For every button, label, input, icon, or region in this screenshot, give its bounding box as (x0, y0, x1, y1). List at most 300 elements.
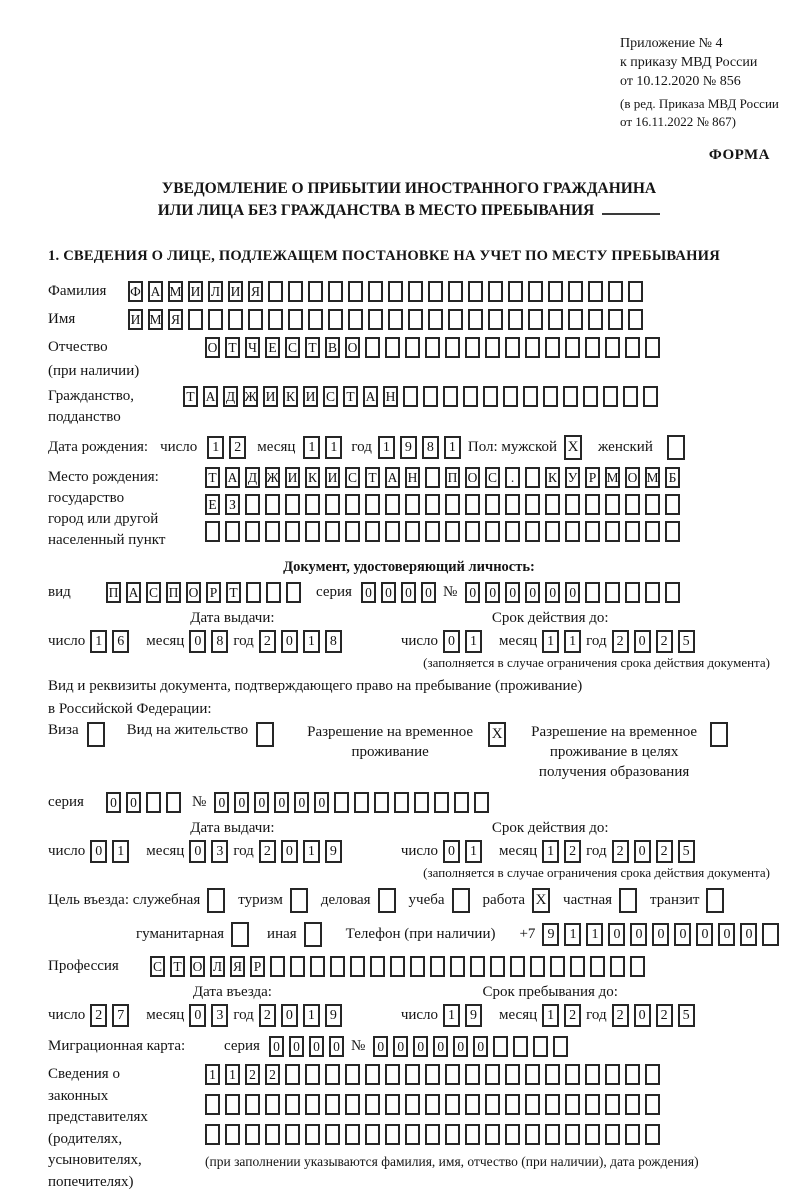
form-cell[interactable]: 2 (259, 630, 276, 653)
form-cell[interactable]: 0 (126, 792, 141, 813)
form-cell[interactable] (365, 521, 380, 542)
form-cell[interactable] (270, 956, 285, 977)
form-cell[interactable]: 0 (381, 582, 396, 603)
form-cell[interactable] (545, 494, 560, 515)
form-cell[interactable] (345, 1064, 360, 1085)
form-cell[interactable] (605, 337, 620, 358)
form-cell[interactable] (528, 309, 543, 330)
form-cell[interactable] (87, 722, 105, 747)
form-cell[interactable] (368, 281, 383, 302)
form-cell[interactable]: 1 (465, 840, 482, 863)
form-cell[interactable] (645, 1064, 660, 1085)
form-cell[interactable] (588, 281, 603, 302)
form-cell[interactable]: 0 (421, 582, 436, 603)
form-cell[interactable] (345, 1124, 360, 1145)
form-cell[interactable] (603, 386, 618, 407)
form-cell[interactable] (225, 521, 240, 542)
form-cell[interactable]: 2 (656, 1004, 673, 1027)
form-cell[interactable] (530, 956, 545, 977)
form-cell[interactable]: X (532, 888, 550, 913)
form-cell[interactable]: X (488, 722, 506, 747)
form-cell[interactable]: М (148, 309, 163, 330)
form-cell[interactable]: У (565, 467, 580, 488)
form-cell[interactable] (490, 956, 505, 977)
form-cell[interactable]: Е (265, 337, 280, 358)
form-cell[interactable]: 1 (443, 1004, 460, 1027)
form-cell[interactable] (465, 337, 480, 358)
form-cell[interactable]: М (605, 467, 620, 488)
form-cell[interactable] (483, 386, 498, 407)
form-cell[interactable] (305, 494, 320, 515)
form-cell[interactable]: 2 (656, 840, 673, 863)
form-cell[interactable] (525, 1094, 540, 1115)
form-cell[interactable] (608, 309, 623, 330)
form-cell[interactable] (468, 309, 483, 330)
form-cell[interactable] (493, 1036, 508, 1057)
form-cell[interactable]: 0 (189, 1004, 206, 1027)
form-cell[interactable]: 1 (303, 436, 320, 459)
form-cell[interactable]: 0 (565, 582, 580, 603)
form-cell[interactable] (285, 1064, 300, 1085)
form-cell[interactable]: 0 (473, 1036, 488, 1057)
form-cell[interactable]: 1 (378, 436, 395, 459)
form-cell[interactable] (365, 1064, 380, 1085)
form-cell[interactable] (445, 1064, 460, 1085)
form-cell[interactable] (548, 309, 563, 330)
form-cell[interactable] (445, 337, 460, 358)
form-cell[interactable]: 1 (465, 630, 482, 653)
form-cell[interactable] (630, 956, 645, 977)
form-cell[interactable] (645, 1124, 660, 1145)
form-cell[interactable] (528, 281, 543, 302)
form-cell[interactable] (285, 1124, 300, 1145)
form-cell[interactable] (585, 1094, 600, 1115)
form-cell[interactable] (468, 281, 483, 302)
form-cell[interactable] (465, 521, 480, 542)
form-cell[interactable]: О (345, 337, 360, 358)
form-cell[interactable]: 0 (106, 792, 121, 813)
form-cell[interactable]: Т (225, 337, 240, 358)
form-cell[interactable]: 0 (393, 1036, 408, 1057)
form-cell[interactable] (430, 956, 445, 977)
form-cell[interactable] (345, 521, 360, 542)
form-cell[interactable] (425, 467, 440, 488)
form-cell[interactable]: П (166, 582, 181, 603)
form-cell[interactable] (425, 494, 440, 515)
form-cell[interactable]: И (325, 467, 340, 488)
form-cell[interactable] (448, 281, 463, 302)
form-cell[interactable] (268, 281, 283, 302)
form-cell[interactable]: 1 (564, 923, 581, 946)
form-cell[interactable] (525, 337, 540, 358)
form-cell[interactable] (385, 494, 400, 515)
form-cell[interactable] (605, 1064, 620, 1085)
form-cell[interactable] (445, 1094, 460, 1115)
form-cell[interactable] (465, 1094, 480, 1115)
form-cell[interactable]: 9 (465, 1004, 482, 1027)
form-cell[interactable] (405, 1094, 420, 1115)
form-cell[interactable] (645, 521, 660, 542)
form-cell[interactable] (505, 1094, 520, 1115)
form-cell[interactable]: И (228, 281, 243, 302)
form-cell[interactable]: 2 (245, 1064, 260, 1085)
form-cell[interactable]: Д (223, 386, 238, 407)
form-cell[interactable]: 0 (309, 1036, 324, 1057)
form-cell[interactable] (525, 521, 540, 542)
form-cell[interactable]: 9 (325, 1004, 342, 1027)
form-cell[interactable]: 1 (205, 1064, 220, 1085)
form-cell[interactable]: 2 (265, 1064, 280, 1085)
form-cell[interactable] (370, 956, 385, 977)
form-cell[interactable]: 9 (325, 840, 342, 863)
form-cell[interactable]: Л (208, 281, 223, 302)
form-cell[interactable]: С (146, 582, 161, 603)
form-cell[interactable] (608, 281, 623, 302)
form-cell[interactable]: 0 (373, 1036, 388, 1057)
form-cell[interactable]: 2 (259, 840, 276, 863)
form-cell[interactable] (545, 1094, 560, 1115)
form-cell[interactable]: Е (205, 494, 220, 515)
form-cell[interactable]: В (325, 337, 340, 358)
form-cell[interactable]: 6 (112, 630, 129, 653)
form-cell[interactable] (448, 309, 463, 330)
form-cell[interactable]: 0 (465, 582, 480, 603)
form-cell[interactable]: 0 (433, 1036, 448, 1057)
form-cell[interactable]: А (203, 386, 218, 407)
form-cell[interactable] (488, 281, 503, 302)
form-cell[interactable]: И (303, 386, 318, 407)
form-cell[interactable]: 2 (229, 436, 246, 459)
form-cell[interactable] (350, 956, 365, 977)
form-cell[interactable] (305, 1064, 320, 1085)
form-cell[interactable] (583, 386, 598, 407)
form-cell[interactable]: 2 (656, 630, 673, 653)
form-cell[interactable]: 1 (112, 840, 129, 863)
form-cell[interactable] (645, 582, 660, 603)
form-cell[interactable]: 1 (542, 1004, 559, 1027)
form-cell[interactable]: . (505, 467, 520, 488)
form-cell[interactable]: 0 (281, 1004, 298, 1027)
form-cell[interactable]: 1 (325, 436, 342, 459)
form-cell[interactable] (605, 582, 620, 603)
form-cell[interactable]: 1 (207, 436, 224, 459)
form-cell[interactable]: 1 (444, 436, 461, 459)
form-cell[interactable]: 0 (652, 923, 669, 946)
form-cell[interactable] (485, 521, 500, 542)
form-cell[interactable]: 1 (586, 923, 603, 946)
form-cell[interactable] (623, 386, 638, 407)
form-cell[interactable] (605, 1094, 620, 1115)
form-cell[interactable] (565, 1124, 580, 1145)
form-cell[interactable]: 0 (674, 923, 691, 946)
form-cell[interactable]: 0 (740, 923, 757, 946)
form-cell[interactable] (385, 1124, 400, 1145)
form-cell[interactable]: X (564, 435, 582, 460)
form-cell[interactable]: 0 (314, 792, 329, 813)
form-cell[interactable] (385, 1094, 400, 1115)
form-cell[interactable]: Д (245, 467, 260, 488)
form-cell[interactable] (525, 1124, 540, 1145)
form-cell[interactable]: 0 (443, 630, 460, 653)
form-cell[interactable] (706, 888, 724, 913)
form-cell[interactable] (188, 309, 203, 330)
form-cell[interactable] (543, 386, 558, 407)
form-cell[interactable] (434, 792, 449, 813)
form-cell[interactable] (425, 521, 440, 542)
form-cell[interactable] (625, 521, 640, 542)
form-cell[interactable]: 1 (90, 630, 107, 653)
form-cell[interactable] (443, 386, 458, 407)
form-cell[interactable]: Т (343, 386, 358, 407)
form-cell[interactable] (465, 1124, 480, 1145)
form-cell[interactable]: С (285, 337, 300, 358)
form-cell[interactable]: 0 (254, 792, 269, 813)
form-cell[interactable] (585, 337, 600, 358)
form-cell[interactable] (485, 1064, 500, 1085)
form-cell[interactable] (628, 309, 643, 330)
form-cell[interactable]: 0 (189, 840, 206, 863)
form-cell[interactable]: 0 (718, 923, 735, 946)
form-cell[interactable] (445, 1124, 460, 1145)
form-cell[interactable] (525, 1064, 540, 1085)
form-cell[interactable] (625, 582, 640, 603)
form-cell[interactable] (533, 1036, 548, 1057)
form-cell[interactable] (665, 582, 680, 603)
form-cell[interactable] (408, 281, 423, 302)
form-cell[interactable] (425, 1064, 440, 1085)
form-cell[interactable] (667, 435, 685, 460)
form-cell[interactable] (585, 1124, 600, 1145)
form-cell[interactable] (550, 956, 565, 977)
form-cell[interactable] (334, 792, 349, 813)
form-cell[interactable]: А (385, 467, 400, 488)
form-cell[interactable] (525, 494, 540, 515)
form-cell[interactable]: 5 (678, 840, 695, 863)
form-cell[interactable] (405, 1064, 420, 1085)
form-cell[interactable]: 0 (274, 792, 289, 813)
form-cell[interactable]: Я (168, 309, 183, 330)
form-cell[interactable] (325, 1124, 340, 1145)
form-cell[interactable] (248, 309, 263, 330)
form-cell[interactable] (405, 1124, 420, 1145)
form-cell[interactable]: 0 (281, 630, 298, 653)
form-cell[interactable]: П (445, 467, 460, 488)
form-cell[interactable] (374, 792, 389, 813)
form-cell[interactable] (354, 792, 369, 813)
form-cell[interactable] (285, 521, 300, 542)
form-cell[interactable]: 0 (189, 630, 206, 653)
form-cell[interactable]: Я (248, 281, 263, 302)
form-cell[interactable]: 0 (294, 792, 309, 813)
form-cell[interactable] (645, 1094, 660, 1115)
form-cell[interactable] (565, 1094, 580, 1115)
form-cell[interactable]: 5 (678, 1004, 695, 1027)
form-cell[interactable]: Р (250, 956, 265, 977)
form-cell[interactable] (513, 1036, 528, 1057)
form-cell[interactable] (605, 521, 620, 542)
form-cell[interactable] (328, 281, 343, 302)
form-cell[interactable] (605, 1124, 620, 1145)
form-cell[interactable]: 0 (443, 840, 460, 863)
form-cell[interactable]: 0 (329, 1036, 344, 1057)
form-cell[interactable] (245, 521, 260, 542)
form-cell[interactable] (610, 956, 625, 977)
form-cell[interactable] (245, 1094, 260, 1115)
form-cell[interactable] (405, 521, 420, 542)
form-cell[interactable] (508, 309, 523, 330)
form-cell[interactable] (454, 792, 469, 813)
form-cell[interactable] (228, 309, 243, 330)
form-cell[interactable] (208, 309, 223, 330)
form-cell[interactable] (625, 1064, 640, 1085)
form-cell[interactable]: 0 (525, 582, 540, 603)
form-cell[interactable] (305, 521, 320, 542)
form-cell[interactable] (625, 337, 640, 358)
form-cell[interactable] (246, 582, 261, 603)
form-cell[interactable] (394, 792, 409, 813)
form-cell[interactable] (428, 281, 443, 302)
form-cell[interactable]: К (305, 467, 320, 488)
form-cell[interactable] (628, 281, 643, 302)
form-cell[interactable]: 2 (259, 1004, 276, 1027)
form-cell[interactable] (388, 281, 403, 302)
form-cell[interactable]: К (545, 467, 560, 488)
form-cell[interactable]: О (186, 582, 201, 603)
form-cell[interactable] (265, 1094, 280, 1115)
form-cell[interactable] (410, 956, 425, 977)
form-cell[interactable] (563, 386, 578, 407)
form-cell[interactable]: А (126, 582, 141, 603)
form-cell[interactable]: 9 (542, 923, 559, 946)
form-cell[interactable]: С (485, 467, 500, 488)
form-cell[interactable] (545, 1124, 560, 1145)
form-cell[interactable]: 0 (545, 582, 560, 603)
form-cell[interactable]: О (205, 337, 220, 358)
form-cell[interactable] (568, 281, 583, 302)
form-cell[interactable]: Ф (128, 281, 143, 302)
form-cell[interactable] (348, 309, 363, 330)
form-cell[interactable] (465, 1064, 480, 1085)
form-cell[interactable]: 2 (612, 1004, 629, 1027)
form-cell[interactable]: 3 (211, 840, 228, 863)
form-cell[interactable] (231, 922, 249, 947)
form-cell[interactable]: 1 (303, 840, 320, 863)
form-cell[interactable] (310, 956, 325, 977)
form-cell[interactable] (625, 494, 640, 515)
form-cell[interactable]: Б (665, 467, 680, 488)
form-cell[interactable] (510, 956, 525, 977)
form-cell[interactable] (445, 494, 460, 515)
form-cell[interactable] (225, 1094, 240, 1115)
form-cell[interactable] (256, 722, 274, 747)
form-cell[interactable] (450, 956, 465, 977)
form-cell[interactable]: 1 (564, 630, 581, 653)
form-cell[interactable] (425, 1124, 440, 1145)
form-cell[interactable]: 0 (214, 792, 229, 813)
form-cell[interactable] (268, 309, 283, 330)
form-cell[interactable]: 0 (281, 840, 298, 863)
form-cell[interactable]: Т (170, 956, 185, 977)
form-cell[interactable] (325, 494, 340, 515)
form-cell[interactable] (665, 494, 680, 515)
form-cell[interactable] (565, 521, 580, 542)
form-cell[interactable]: К (283, 386, 298, 407)
form-cell[interactable] (205, 1094, 220, 1115)
form-cell[interactable]: 2 (564, 1004, 581, 1027)
form-cell[interactable] (645, 337, 660, 358)
form-cell[interactable] (762, 923, 779, 946)
form-cell[interactable] (463, 386, 478, 407)
form-cell[interactable]: 3 (211, 1004, 228, 1027)
form-cell[interactable] (505, 1064, 520, 1085)
form-cell[interactable] (308, 281, 323, 302)
form-cell[interactable]: 0 (485, 582, 500, 603)
form-cell[interactable]: 8 (211, 630, 228, 653)
form-cell[interactable]: 1 (542, 630, 559, 653)
form-cell[interactable]: Н (405, 467, 420, 488)
form-cell[interactable] (304, 922, 322, 947)
form-cell[interactable] (290, 956, 305, 977)
form-cell[interactable]: 0 (401, 582, 416, 603)
form-cell[interactable]: О (190, 956, 205, 977)
form-cell[interactable]: Я (230, 956, 245, 977)
form-cell[interactable] (290, 888, 308, 913)
form-cell[interactable]: Л (210, 956, 225, 977)
form-cell[interactable] (288, 309, 303, 330)
form-cell[interactable]: 0 (269, 1036, 284, 1057)
form-cell[interactable] (405, 494, 420, 515)
form-cell[interactable] (625, 1094, 640, 1115)
form-cell[interactable]: Ж (265, 467, 280, 488)
form-cell[interactable]: М (168, 281, 183, 302)
form-cell[interactable] (414, 792, 429, 813)
form-cell[interactable] (505, 1124, 520, 1145)
form-cell[interactable] (425, 337, 440, 358)
form-cell[interactable] (488, 309, 503, 330)
form-cell[interactable]: С (150, 956, 165, 977)
form-cell[interactable] (365, 337, 380, 358)
form-cell[interactable] (505, 337, 520, 358)
form-cell[interactable] (305, 1124, 320, 1145)
form-cell[interactable]: 2 (90, 1004, 107, 1027)
form-cell[interactable] (325, 1094, 340, 1115)
form-cell[interactable] (485, 1094, 500, 1115)
form-cell[interactable]: 7 (112, 1004, 129, 1027)
form-cell[interactable] (205, 1124, 220, 1145)
form-cell[interactable] (365, 1124, 380, 1145)
form-cell[interactable]: 0 (634, 840, 651, 863)
form-cell[interactable]: 0 (289, 1036, 304, 1057)
form-cell[interactable] (665, 521, 680, 542)
form-cell[interactable]: 0 (630, 923, 647, 946)
form-cell[interactable] (408, 309, 423, 330)
form-cell[interactable] (465, 494, 480, 515)
form-cell[interactable] (585, 494, 600, 515)
form-cell[interactable]: Т (205, 467, 220, 488)
form-cell[interactable] (285, 1094, 300, 1115)
form-cell[interactable]: 1 (225, 1064, 240, 1085)
form-cell[interactable] (645, 494, 660, 515)
form-cell[interactable] (325, 521, 340, 542)
form-cell[interactable] (590, 956, 605, 977)
form-cell[interactable]: Р (206, 582, 221, 603)
form-cell[interactable]: Т (183, 386, 198, 407)
form-cell[interactable]: С (323, 386, 338, 407)
form-cell[interactable]: 1 (303, 630, 320, 653)
form-cell[interactable] (710, 722, 728, 747)
form-cell[interactable]: Т (226, 582, 241, 603)
form-cell[interactable] (570, 956, 585, 977)
